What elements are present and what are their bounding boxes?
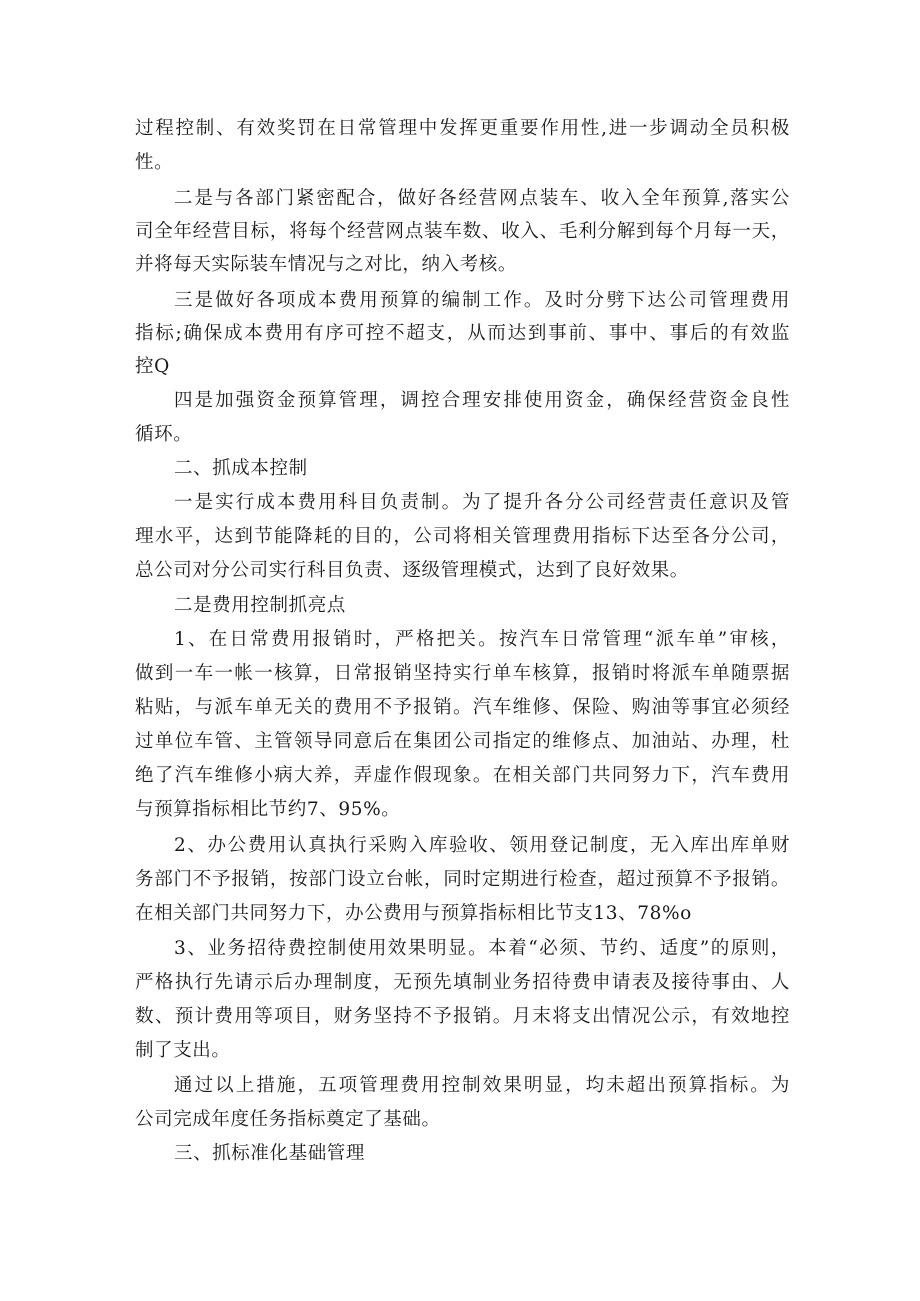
section-heading: 三、抓标准化基础管理 bbox=[174, 1143, 366, 1164]
text-line: 2、办公费用认真执行采购入库验收、领用登记制度，无入库出库单财 bbox=[174, 835, 790, 856]
text-line: 指标;确保成本费用有序可控不超支，从而达到事前、事中、事后的有效监 bbox=[135, 323, 790, 344]
text-line: 在相关部门共同努力下，办公费用与预算指标相比节支13、78%o bbox=[135, 903, 692, 924]
text-line: 粘贴，与派车单无关的费用不予报销。汽车维修、保险、购油等事宜必须经 bbox=[135, 697, 790, 718]
text-line: 四是加强资金预算管理，调控合理安排使用资金，确保经营资金良性 bbox=[174, 390, 790, 411]
section-heading: 二、抓成本控制 bbox=[174, 458, 308, 479]
text-line: 过程控制、有效奖罚在日常管理中发挥更重要作用性,进一步调动全员积极 bbox=[135, 118, 790, 139]
text-line: 控Q bbox=[135, 356, 170, 377]
text-line: 严格执行先请示后办理制度，无预先填制业务招待费申请表及接待事由、人 bbox=[135, 972, 790, 993]
text-line: 与预算指标相比节约7、95%。 bbox=[135, 799, 401, 820]
text-line: 1、在日常费用报销时，严格把关。按汽车日常管理“派车单”审核， bbox=[174, 629, 790, 650]
text-line: 过单位车管、主管领导同意后在集团公司指定的维修点、加油站、办理，杜 bbox=[135, 731, 790, 752]
text-line: 3、业务招待费控制使用效果明显。本着“必须、节约、适度”的原则， bbox=[174, 938, 790, 959]
text-line: 数、预计费用等项目，财务坚持不予报销。月末将支出情况公示，有效地控 bbox=[135, 1006, 790, 1027]
text-line: 制了支出。 bbox=[135, 1040, 231, 1061]
text-line: 绝了汽车维修小病大养，弄虚作假现象。在相关部门共同努力下，汽车费用 bbox=[135, 765, 790, 786]
text-line: 通过以上措施，五项管理费用控制效果明显，均未超出预算指标。为 bbox=[174, 1075, 790, 1096]
text-line: 循环。 bbox=[135, 424, 193, 445]
sub-heading: 二是费用控制抓亮点 bbox=[174, 595, 346, 616]
text-line: 二是与各部门紧密配合，做好各经营网点装车、收入全年预算,落实公 bbox=[174, 188, 790, 209]
text-line: 三是做好各项成本费用预算的编制工作。及时分劈下达公司管理费用 bbox=[174, 290, 790, 311]
text-line: 理水平，达到节能降耗的目的，公司将相关管理费用指标下达至各分公司， bbox=[135, 526, 790, 547]
text-line: 公司完成年度任务指标奠定了基础。 bbox=[135, 1109, 441, 1130]
text-line: 性。 bbox=[135, 152, 174, 173]
text-line: 一是实行成本费用科目负责制。为了提升各分公司经营责任意识及管 bbox=[174, 492, 790, 513]
text-line: 司全年经营目标，将每个经营网点装车数、收入、毛利分解到每个月每一天， bbox=[135, 221, 790, 242]
text-line: 务部门不予报销，按部门设立台帐，同时定期进行检查，超过预算不予报销。 bbox=[135, 869, 790, 890]
text-line: 并将每天实际装车情况与之对比，纳入考核。 bbox=[135, 254, 518, 275]
text-line: 总公司对分公司实行科目负责、逐级管理模式，达到了良好效果。 bbox=[135, 560, 689, 581]
text-line: 做到一车一帐一核算，日常报销坚持实行单车核算，报销时将派车单随票据 bbox=[135, 663, 790, 684]
